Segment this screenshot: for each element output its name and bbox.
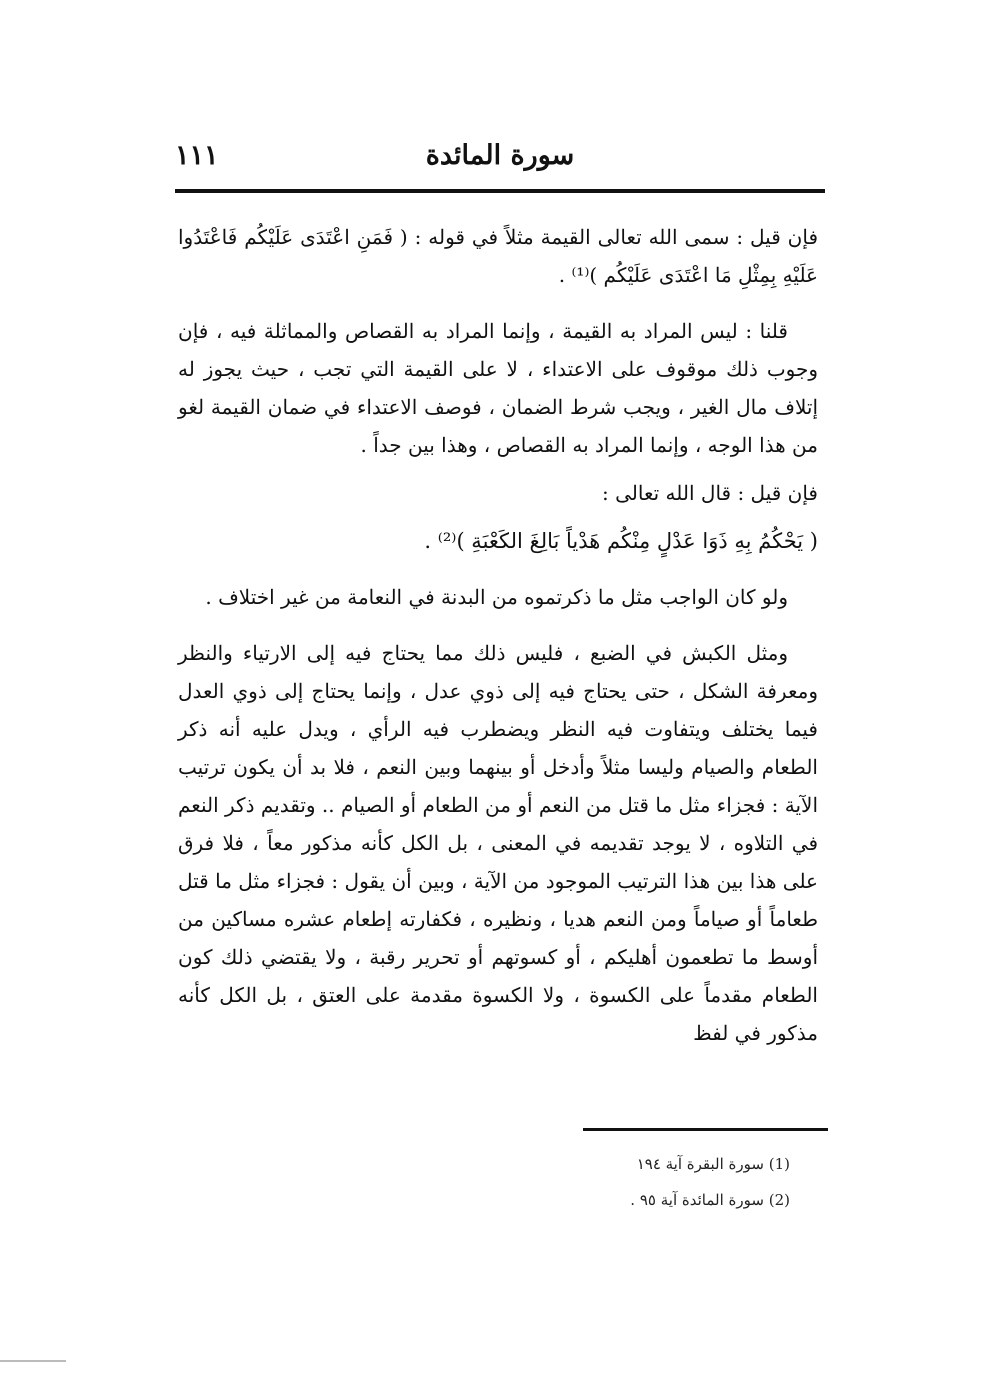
scan-margin-line — [0, 1360, 66, 1362]
paragraph-2: قلنا : ليس المراد به القيمة ، وإنما المراد به القصاص والمماثلة فيه ، فإن وجوب ذلك موقوف على الاعتداء ، لا على القيمة التي تجب ، حيث يجوز له إتلاف مال الغير ، ويجب شرط الضمان ، فوصف الاعتداء في ضمان القيمة لغو من هذا الوجه ، وإنما المراد به القصاص ، وهذا بين جداً . — [178, 319, 818, 457]
paragraph-5: ومثل الكبش في الضبع ، فليس ذلك مما يحتاج فيه إلى الارتياء والنظر ومعرفة الشكل ، حتى يحتاج فيه إلى ذوي عدل ، وإنما يحتاج إلى ذوي العدل فيما يختلف ويتفاوت فيه النظر ويضطرب فيه الرأي ، ويدل عليه أنه ذكر الطعام والصيام وليسا مثلاً وأدخل أو بينهما وبين النعم ، فلا بد أن يكون ترتيب الآية : فجزاء مثل ما قتل من النعم أو من الطعام أو الصيام .. وتقديم ذكر النعم في التلاوه ، لا يوجد تقديمه في المعنى ، بل الكل كأنه مذكور معاً ، فلا فرق على هذا بين هذا الترتيب الموجود من الآية ، وبين أن يقول : فجزاء مثل ما قتل طعاماً أو صياماً ومن النعم هديا ، ونظيره ، فكفارته إطعام عشره مساكين من أوسط ما تطعمون أهليكم ، أو كسوتهم أو تحرير رقبة ، ولا يقتضي ذلك كون الطعام مقدماً على الكسوة ، ولا الكسوة مقدمة على العتق ، بل الكل كأنه مذكور في لفظ — [178, 641, 819, 1045]
main-text — [178, 218, 818, 1062]
header-divider — [175, 189, 825, 193]
footnote-divider — [583, 1128, 828, 1131]
page-number: ١١١ — [175, 140, 219, 171]
paragraph-4: ولو كان الواجب مثل ما ذكرتموه من البدنة في النعامة من غير اختلاف . — [205, 585, 788, 609]
page-header — [175, 140, 825, 186]
footnote-1: (1) سورة البقرة آية ١٩٤ — [636, 1155, 790, 1173]
paragraph-3: فإن قيل : قال الله تعالى : — [602, 481, 818, 505]
footnote-2: (2) سورة المائدة آية ٩٥ . — [630, 1191, 790, 1209]
footnotes — [520, 1146, 790, 1218]
surah-title: سورة المائدة — [425, 140, 575, 171]
paragraph-1: فإن قيل : سمى الله تعالى القيمة مثلاً في قوله : ( فَمَنِ اعْتَدَى عَلَيْكُم فَاعْتَدُوا عَلَيْهِ بِمِثْلِ مَا اعْتَدَى عَلَيْكُم )⁽¹⁾ . — [178, 225, 818, 287]
quran-verse: ( يَحْكُمُ بِهِ ذَوَا عَدْلٍ مِنْكُم هَدْياً بَالِغَ الكَعْبَةِ )⁽²⁾ . — [424, 529, 818, 553]
